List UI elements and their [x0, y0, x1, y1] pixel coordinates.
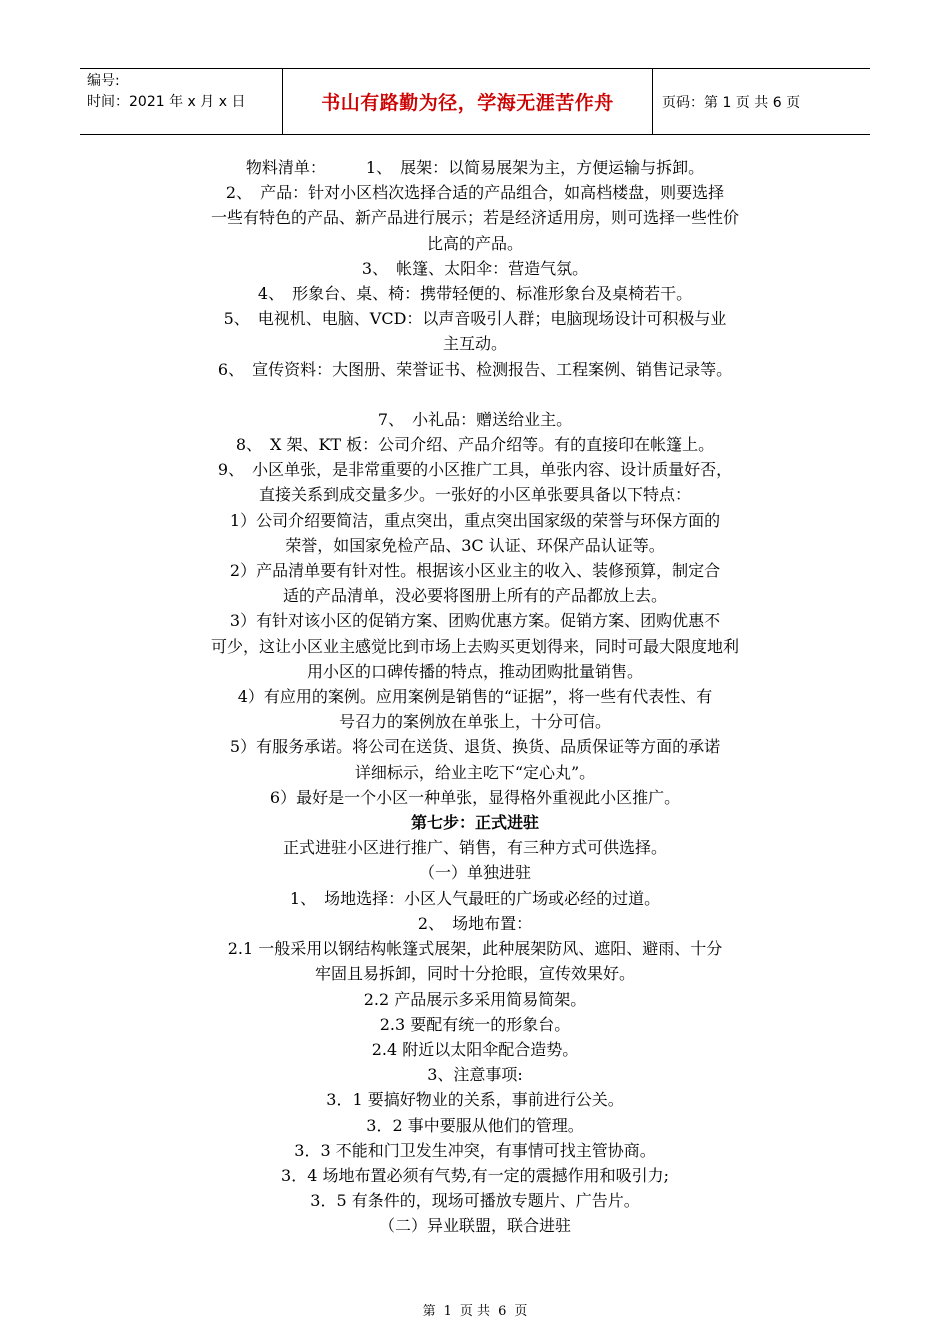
text-line: 8、 X 架、KT 板：公司介绍、产品介绍等。有的直接印在帐篷上。	[235, 435, 715, 455]
text-line: 4）有应用的案例。应用案例是销售的“证据”，将一些有代表性、有	[237, 687, 713, 707]
text-line: （一）单独进驻	[418, 863, 531, 883]
text-line: 正式进驻小区进行推广、销售，有三种方式可供选择。	[282, 838, 667, 858]
text-line: 9、 小区单张，是非常重要的小区推广工具，单张内容、设计质量好否，	[217, 460, 733, 480]
text-line: 2.1 一般采用以钢结构帐篷式展架，此种展架防风、遮阳、避雨、十分	[227, 939, 723, 959]
text-line: 比高的产品。	[426, 233, 523, 253]
text-line: 3）有针对该小区的促销方案、团购优惠方案。促销方案、团购优惠不	[229, 611, 721, 631]
text-line: 可少，这让小区业主感觉比到市场上去购买更划得来，同时可最大限度地利	[210, 636, 739, 656]
text-line: 主互动。	[442, 334, 507, 354]
header-motto: 书山有路勤为径，学海无涯苦作舟	[283, 69, 653, 134]
document-time-label: 时间：2021 年 x 月 x 日	[87, 94, 246, 110]
blank-line	[130, 382, 820, 407]
text-line: 5、 电视机、电脑、VCD：以声音吸引人群；电脑现场设计可积极与业	[223, 309, 727, 329]
text-line: 2.3 要配有统一的形象台。	[379, 1014, 571, 1034]
text-line: 3．4 场地布置必须有气势,有一定的震撼作用和吸引力;	[281, 1165, 669, 1185]
section-heading: 第七步：正式进驻	[410, 813, 539, 833]
text-line: 3．5 有条件的，现场可播放专题片、广告片。	[310, 1191, 640, 1211]
text-line: 直接关系到成交量多少。一张好的小区单张要具备以下特点：	[258, 485, 691, 505]
text-line: 3．1 要搞好物业的关系，事前进行公关。	[326, 1090, 624, 1110]
footer-total: 6	[498, 1304, 507, 1319]
text-line: （二）异业联盟，联合进驻	[378, 1216, 571, 1236]
text-line: 2.2 产品展示多采用简易简架。	[363, 989, 587, 1009]
text-line: 3．2 事中要服从他们的管理。	[366, 1115, 584, 1135]
text-line: 3、 帐篷、太阳伞：营造气氛。	[361, 258, 589, 278]
text-line: 用小区的口碑传播的特点，推动团购批量销售。	[306, 661, 643, 681]
text-line: 3、注意事项:	[427, 1065, 523, 1085]
document-number-label: 编号:	[87, 73, 120, 89]
text-line: 牢固且易拆卸，同时十分抢眼，宣传效果好。	[314, 964, 635, 984]
document-body	[130, 155, 820, 1239]
text-line: 6）最好是一个小区一种单张，显得格外重视此小区推广。	[269, 787, 681, 807]
text-line: 一些有特色的产品、新产品进行展示；若是经济适用房，则可选择一些性价	[210, 208, 739, 228]
footer-suffix: 页	[514, 1304, 528, 1319]
header-meta	[80, 69, 283, 134]
text-line: 详细标示，给业主吃下“定心丸”。	[354, 762, 596, 782]
text-line: 2、 场地布置：	[417, 913, 533, 933]
footer-mid: 页 共	[459, 1304, 491, 1319]
text-line: 物料清单： 1、 展架：以简易展架为主，方便运输与拆卸。	[245, 158, 705, 177]
text-line: 荣誉，如国家免检产品、3C 认证、环保产品认证等。	[285, 535, 665, 555]
text-line: 7、 小礼品：赠送给业主。	[377, 409, 573, 429]
text-line: 2）产品清单要有针对性。根据该小区业主的收入、装修预算，制定合	[229, 561, 721, 581]
text-line: 1）公司介绍要简洁，重点突出，重点突出国家级的荣誉与环保方面的	[229, 510, 721, 530]
footer-page: 1	[443, 1304, 452, 1319]
text-line: 号召力的案例放在单张上，十分可信。	[338, 712, 611, 732]
text-line: 5）有服务承诺。将公司在送货、退货、换货、品质保证等方面的承诺	[229, 737, 721, 757]
header-page-number: 页码：第 1 页 共 6 页	[662, 94, 801, 111]
page-header	[80, 68, 870, 135]
text-line: 2、 产品：针对小区档次选择合适的产品组合，如高档楼盘，则要选择	[225, 183, 725, 203]
footer-prefix: 第	[422, 1304, 436, 1319]
text-line: 2.4 附近以太阳伞配合造势。	[371, 1039, 579, 1059]
text-line: 适的产品清单，没必要将图册上所有的产品都放上去。	[282, 586, 667, 606]
text-line: 4、 形象台、桌、椅：携带轻便的、标准形象台及桌椅若干。	[257, 284, 693, 304]
text-line: 3．3 不能和门卫发生冲突，有事情可找主管协商。	[294, 1140, 656, 1160]
text-line: 1、 场地选择：小区人气最旺的广场或必经的过道。	[289, 888, 661, 908]
text-line: 6、 宣传资料：大图册、荣誉证书、检测报告、工程案例、销售记录等。	[217, 359, 733, 379]
page-footer	[0, 1300, 950, 1319]
